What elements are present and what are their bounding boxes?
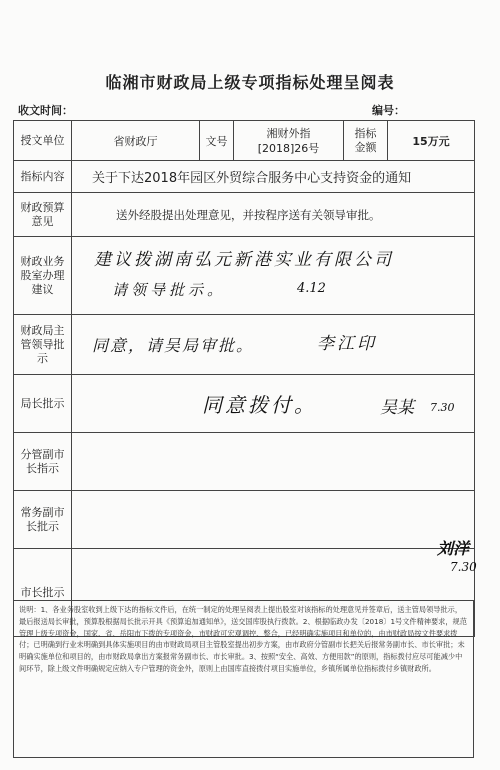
vice-mayor-label [14, 433, 72, 491]
margin-signature: 刘洋 [437, 539, 470, 558]
content-value: 关于下达2018年园区外贸综合服务中心支持资金的通知 [72, 161, 475, 193]
vice-mayor-row [14, 433, 475, 491]
number-label: 编号： [372, 104, 405, 117]
director-row [14, 315, 475, 375]
dept-handwriting-line1: 建议拨湖南弘元新港实业有限公司 [94, 250, 394, 270]
director-label-line2: 管领导批 [20, 337, 65, 351]
document-title: 临湘市财政局上级专项指标处理呈阅表 [105, 73, 395, 92]
bureau-chief-value [72, 375, 475, 433]
dept-suggestion-row [14, 237, 475, 315]
vice-mayor-value [72, 433, 475, 491]
amount-label-line2: 金额 [354, 140, 377, 154]
executive-vice-mayor-value [72, 491, 475, 549]
approval-form-table [13, 120, 475, 637]
dept-suggestion-label [14, 237, 72, 315]
margin-date: 7.30 [450, 560, 477, 574]
receipt-time-label: 收文时间： [18, 104, 73, 117]
budget-opinion-label [14, 193, 72, 237]
director-handwriting: 同意，请吴局审批。 [92, 336, 255, 355]
dept-label-line1: 财政业务 [20, 254, 65, 268]
executive-label-line1: 常务副市 [20, 505, 65, 519]
dept-label-line3: 建议 [31, 282, 54, 296]
budget-label-line2: 意见 [31, 214, 54, 228]
notes-section: 说明：1、各业务股室收到上级下达的指标文件后，在统一制定的处理呈阅表上提出股室对该指标的处理意见并签章后，送主管局领导批示，最后报送局长审批，预算股根据局长批示开具《预算追加通知单》，送交国库股执行拨款。2、根据临政办发〔2018〕1号文件精神要求，规范管理上级专项资金，国家、省、岳阳市下拨的专项资金，市财政可宏观调控、整合，已经明确实施项目和单位的，由市财政局按文件要求拨付；已明确到行业未明确到具体实施项目的由市财政局项目主管股室提出初步方案，由市政府分管副市长把关后报常务副市长、市长审批；未明确实施单位和项目的，由市财政局拿出方案报常务副市长、市长审批。3、按照“安全、高效、方便用款”的原则，指标拨付应尽可能减少中间环节，除上级文件明确规定应纳入专户管理的资金外，原则上由国库直接拨付项目实施单位，乡镇所属单位指标拨付乡镇财政所。 [13, 600, 474, 758]
bureau-chief-handwriting: 同意拨付。 [202, 393, 317, 417]
bureau-chief-signature: 吴某 [380, 398, 414, 418]
sender-row [14, 121, 475, 161]
bureau-chief-label: 局长批示 [14, 375, 72, 433]
executive-vice-mayor-label [14, 491, 72, 549]
director-label [14, 315, 72, 375]
doc-no-line2: [2018]26号 [257, 141, 320, 155]
director-label-line3: 示 [37, 351, 48, 365]
doc-no-line1: 湘财外指 [266, 126, 311, 140]
director-signature: 李江印 [317, 334, 377, 354]
director-value [72, 315, 475, 375]
amount-value: 15万元 [388, 121, 475, 161]
doc-no-label: 文号 [200, 121, 234, 161]
vice-mayor-label-line1: 分管副市 [20, 447, 65, 461]
budget-opinion-value: 送外经股提出处理意见，并按程序送有关领导审批。 [72, 193, 475, 237]
bureau-chief-date: 7.30 [430, 401, 455, 414]
mayor-label: 市长批示 [14, 549, 72, 637]
sender-value: 省财政厅 [72, 121, 200, 161]
dept-handwriting-sign: 4.12 [297, 281, 326, 296]
dept-handwriting-line2: 请领导批示。 [112, 281, 227, 299]
dept-label-line2: 股室办理 [20, 268, 65, 282]
sender-label: 授文单位 [14, 121, 72, 161]
dept-suggestion-value [72, 237, 475, 315]
content-label: 指标内容 [14, 161, 72, 193]
amount-label-line1: 指标 [354, 126, 377, 140]
executive-vice-mayor-row [14, 491, 475, 549]
executive-label-line2: 长批示 [26, 519, 59, 533]
content-row [14, 161, 475, 193]
budget-label-line1: 财政预算 [20, 200, 65, 214]
budget-opinion-row [14, 193, 475, 237]
vice-mayor-label-line2: 长指示 [26, 461, 59, 475]
amount-label [344, 121, 388, 161]
bureau-chief-row [14, 375, 475, 433]
director-label-line1: 财政局主 [20, 323, 65, 337]
doc-no-value [234, 121, 344, 161]
